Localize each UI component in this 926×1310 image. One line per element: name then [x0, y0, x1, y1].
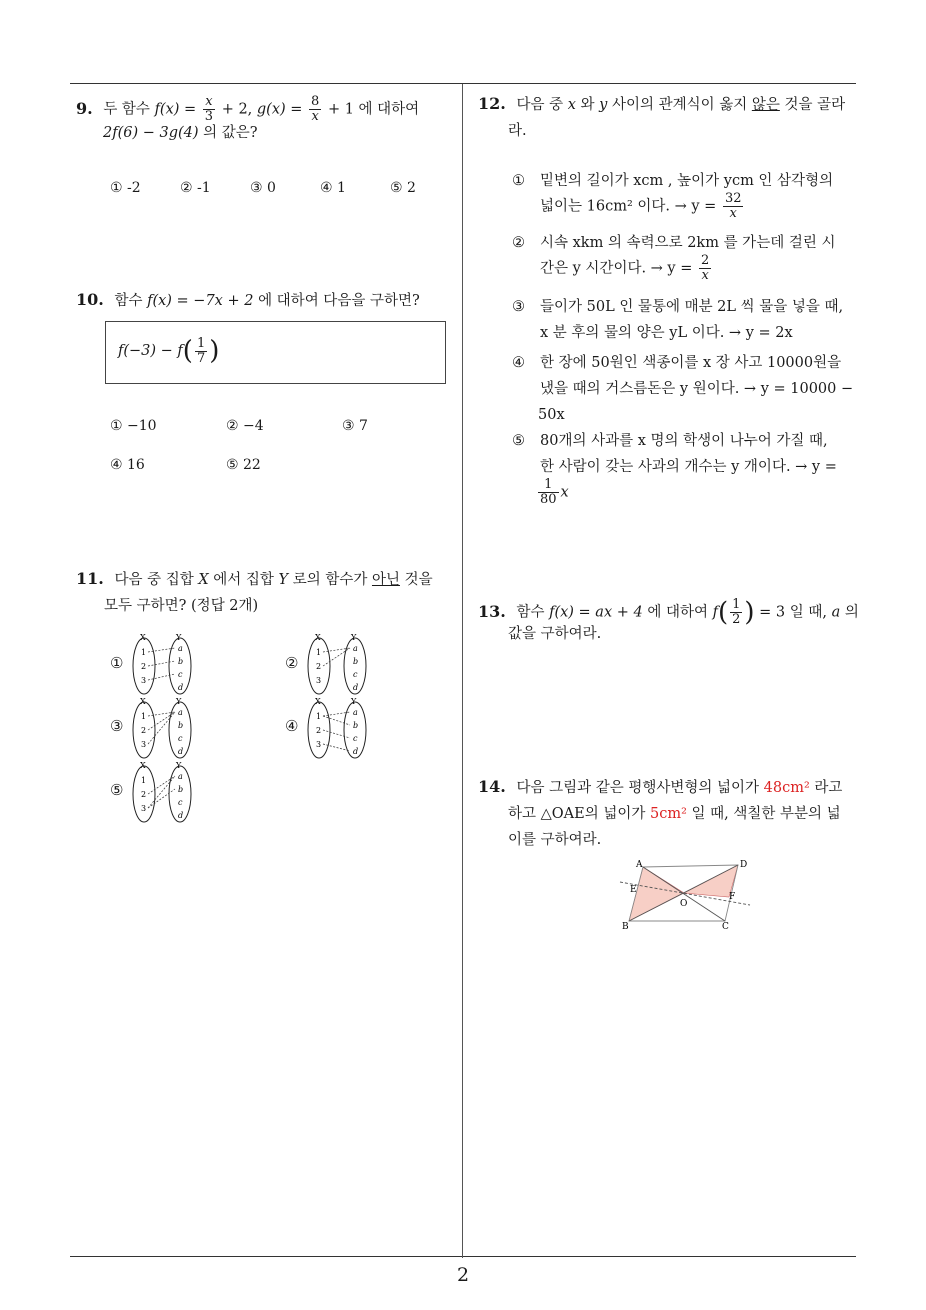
choice-1[interactable]: ①: [110, 654, 124, 672]
y-element: a: [353, 708, 358, 717]
mapping-arrow: [148, 674, 175, 680]
mapping-arrow: [148, 712, 175, 744]
x-element: 3: [141, 740, 147, 749]
y-element: a: [353, 644, 358, 653]
question-text: 다음 중: [516, 97, 564, 113]
x-element: 2: [316, 662, 322, 671]
point-label-e: E: [630, 885, 637, 895]
set-x-label: X: [140, 761, 146, 770]
underlined-word: 않은: [751, 97, 780, 113]
area-value: 5: [649, 806, 660, 822]
question-text: 에 대하여: [358, 101, 420, 118]
choice-1[interactable]: ① -2: [110, 180, 141, 196]
question-text: 라고: [814, 780, 843, 796]
y-element: c: [353, 734, 358, 743]
set-x-label: X: [315, 633, 321, 642]
option-text: x 분 후의 물의 양은 yL 이다. → y = 2x: [540, 325, 793, 341]
math-y: y: [599, 97, 608, 113]
question-text: 이를 구하여라.: [508, 832, 602, 848]
fraction: $\frac{32}{x}$: [724, 191, 742, 221]
question-text: 것을 골라: [784, 97, 846, 113]
expression-box: f(−3) − f( $\frac{1}{7}$ ): [105, 321, 446, 384]
question-9: [76, 95, 460, 146]
question-text: 의: [844, 604, 859, 621]
choice-5[interactable]: ⑤: [110, 781, 124, 799]
question-text: 에 대하여 다음을 구하면?: [258, 293, 420, 309]
choice-4[interactable]: ④ 1: [320, 180, 346, 196]
y-element: d: [353, 683, 359, 692]
area-unit: cm²: [659, 806, 687, 822]
option-4[interactable]: [512, 350, 852, 428]
mapping-diagram-4: [303, 696, 373, 760]
question-text: 일 때, 색칠한 부분의 넓: [691, 806, 841, 822]
question-text: 에 대하여: [647, 604, 708, 621]
y-element: b: [353, 657, 359, 666]
question-text: 값을 구하여라.: [508, 626, 602, 642]
math-text: + 2,: [221, 101, 253, 118]
option-2[interactable]: [512, 230, 852, 283]
set-x-label: X: [140, 633, 146, 642]
question-11: [76, 566, 460, 619]
choice-2[interactable]: ② -1: [180, 180, 211, 196]
x-element: 2: [316, 726, 322, 735]
choice-1[interactable]: ① −10: [110, 418, 157, 434]
x-element: 3: [141, 804, 147, 813]
set-x-label: X: [140, 697, 146, 706]
question-number: 10.: [76, 290, 104, 309]
mapping-diagram-5: [128, 760, 198, 824]
set-y-label: Y: [351, 697, 357, 706]
question-10: [76, 287, 460, 314]
math-g: g(x) =: [256, 101, 303, 118]
option-text: 한 장에 50원인 색종이를 x 장 사고 10000원을: [540, 355, 842, 371]
set-y-label: Y: [176, 633, 182, 642]
question-number: 12.: [478, 94, 506, 113]
choice-5[interactable]: ⑤ 2: [390, 180, 416, 196]
question-text: 두 함수: [103, 101, 150, 118]
question-number: 11.: [76, 569, 104, 588]
choice-3[interactable]: ③: [110, 717, 124, 735]
shaded-triangle-left: [629, 867, 684, 921]
question-text: 라.: [508, 123, 527, 139]
option-mark: ②: [512, 235, 525, 251]
option-5[interactable]: [512, 428, 852, 507]
point-label-d: D: [740, 860, 748, 870]
question-number: 13.: [478, 601, 506, 621]
math-set-x: X: [198, 572, 209, 588]
top-rule: [70, 83, 856, 84]
mapping-diagram-2: [303, 632, 373, 696]
mapping-arrow: [148, 776, 175, 808]
question-13: 13. 함수 f(x) = ax + 4 에 대하여 f( $\frac{1}{2}$ ) = 3 일 때, a 의 값을 구하여라.: [478, 598, 862, 647]
math-f: f(x) =: [154, 101, 197, 118]
x-element: 1: [141, 648, 147, 657]
question-text: 사이의 관계식이 옳지: [611, 97, 748, 113]
choice-5[interactable]: ⑤ 22: [226, 457, 261, 473]
point-label-b: B: [622, 922, 629, 932]
y-element: c: [178, 798, 183, 807]
mapping-arrow: [148, 661, 175, 666]
mapping-diagram-1: [128, 632, 198, 696]
math-f: f: [712, 604, 718, 621]
parallelogram-figure: [612, 855, 762, 937]
question-14: [478, 774, 862, 853]
math-x: x: [560, 484, 569, 501]
x-element: 1: [316, 648, 322, 657]
option-mark: ④: [512, 355, 525, 371]
option-mark: ③: [512, 299, 525, 315]
question-text: 일 때,: [789, 604, 827, 621]
y-element: b: [353, 721, 359, 730]
x-element: 2: [141, 726, 147, 735]
option-1[interactable]: [512, 168, 852, 221]
y-element: b: [178, 785, 184, 794]
mapping-arrow: [323, 716, 350, 725]
question-text: 함수: [114, 293, 143, 309]
option-mark: ⑤: [512, 433, 525, 449]
question-text: 하고 △OAE의 넓이가: [508, 806, 646, 822]
question-text: 모두 구하면? (정답 2개): [104, 598, 259, 614]
set-y-label: Y: [176, 697, 182, 706]
math-expression: f(x) = ax + 4: [549, 604, 643, 621]
x-element: 2: [141, 662, 147, 671]
set-y-label: Y: [176, 761, 182, 770]
x-element: 1: [141, 712, 147, 721]
option-text: 간은 y 시간이다. → y =: [540, 260, 693, 277]
y-element: c: [178, 670, 183, 679]
option-3[interactable]: [512, 294, 852, 346]
choice-3[interactable]: ③ 0: [250, 180, 276, 196]
x-element: 3: [141, 676, 147, 685]
choice-2[interactable]: ②: [285, 654, 299, 672]
y-element: d: [178, 747, 184, 756]
y-element: b: [178, 721, 184, 730]
x-element: 3: [316, 676, 322, 685]
set-y-label: Y: [351, 633, 357, 642]
math-expression: f(−3) − f: [118, 343, 183, 359]
option-text: 밑변의 길이가 xcm , 높이가 ycm 인 삼각형의: [540, 173, 834, 189]
fraction: $\frac{8}{x}$: [311, 94, 320, 124]
x-element: 1: [316, 712, 322, 721]
area-unit: cm²: [782, 780, 810, 796]
question-number: 9.: [76, 98, 93, 118]
option-text: 들이가 50L 인 물통에 매분 2L 씩 물을 넣을 때,: [540, 299, 844, 315]
option-text: 냈을 때의 거스름돈은 y 원이다. → y = 10000 −: [540, 381, 854, 397]
math-text: + 1: [327, 101, 354, 118]
x-element: 2: [141, 790, 147, 799]
x-element: 1: [141, 776, 147, 785]
y-element: a: [178, 772, 183, 781]
y-element: b: [178, 657, 184, 666]
question-number: 14.: [478, 777, 506, 796]
question-text: 함수: [516, 604, 545, 621]
y-element: a: [178, 644, 183, 653]
fraction: $\frac{1}{2}$: [732, 597, 741, 627]
option-text: 80개의 사과를 x 명의 학생이 나누어 가질 때,: [540, 433, 828, 449]
x-element: 3: [316, 740, 322, 749]
area-value: 48: [763, 780, 783, 796]
option-mark: ①: [512, 173, 525, 189]
math-expression: 2f(6) − 3g(4): [103, 125, 199, 141]
fraction: $\frac{1}{7}$: [196, 335, 206, 366]
fraction: $\frac{1}{80}$: [540, 477, 557, 507]
math-x: x: [567, 97, 576, 113]
math-text: = 3: [759, 604, 786, 621]
question-text: 다음 그림과 같은 평행사변형의 넓이가: [516, 780, 760, 796]
choice-4[interactable]: ④ 16: [110, 457, 145, 473]
point-label-c: C: [722, 922, 729, 932]
mapping-diagram-3: [128, 696, 198, 760]
y-element: d: [178, 811, 184, 820]
fraction: $\frac{2}{x}$: [701, 253, 710, 283]
point-label-f: F: [729, 892, 736, 902]
choice-3[interactable]: ③ 7: [342, 418, 368, 434]
question-12: [478, 91, 862, 144]
option-text: 한 사람이 갖는 사과의 개수는 y 개이다. → y =: [540, 459, 837, 475]
math-a: a: [831, 604, 841, 621]
point-label-a: A: [636, 860, 643, 870]
question-text: 것을: [404, 572, 433, 588]
question-text: 의 값은?: [203, 125, 258, 141]
math-set-y: Y: [278, 572, 289, 588]
set-x-label: X: [315, 697, 321, 706]
option-text: 넓이는 16cm² 이다. → y =: [540, 198, 717, 215]
point-label-o: O: [680, 899, 688, 909]
option-text: 50x: [538, 407, 565, 423]
question-text: 로의 함수가: [292, 572, 368, 588]
question-text: 다음 중 집합: [114, 572, 194, 588]
choice-4[interactable]: ④: [285, 717, 299, 735]
question-text: 에서 집합: [213, 572, 274, 588]
column-divider: [462, 84, 463, 1258]
choice-2[interactable]: ② −4: [226, 418, 264, 434]
math-expression: f(x) = −7x + 2: [147, 293, 254, 309]
page-number: 2: [456, 1264, 470, 1286]
y-element: d: [178, 683, 184, 692]
question-text: 와: [580, 97, 595, 113]
y-element: c: [178, 734, 183, 743]
underlined-word: 아닌: [371, 572, 400, 588]
mapping-arrow: [323, 730, 350, 738]
y-element: c: [353, 670, 358, 679]
option-text: 시속 xkm 의 속력으로 2km 를 가는데 걸린 시: [540, 235, 836, 251]
y-element: d: [353, 747, 359, 756]
bottom-rule: [70, 1256, 856, 1257]
fraction: $\frac{x}{3}$: [204, 94, 214, 124]
y-element: a: [178, 708, 183, 717]
